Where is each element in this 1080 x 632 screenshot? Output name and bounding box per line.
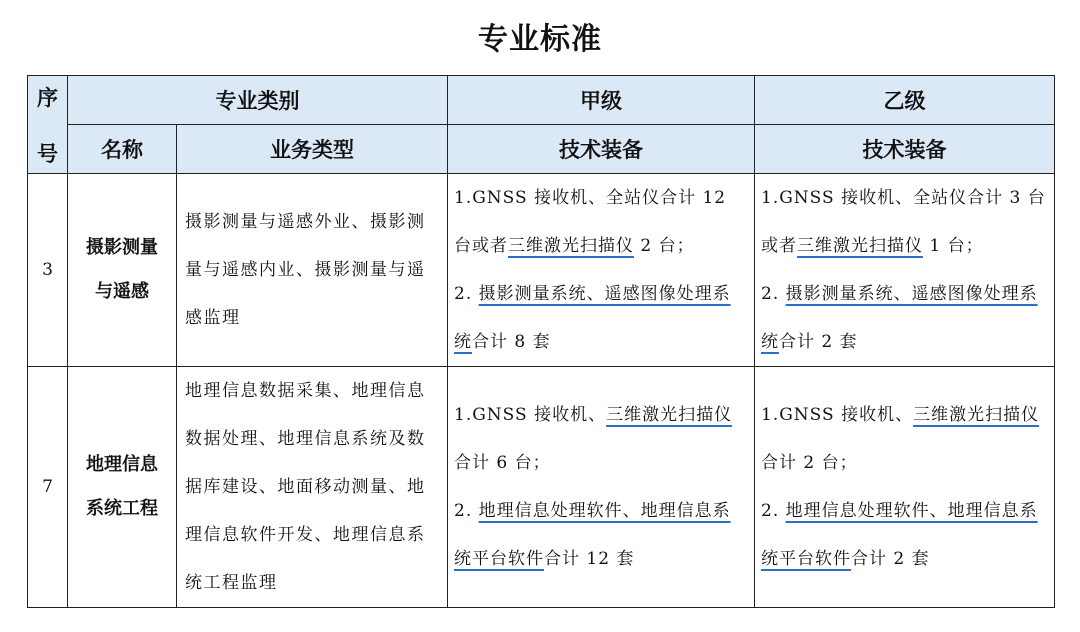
biz-type-header: 业务类型 xyxy=(177,125,448,174)
table-row xyxy=(28,367,1055,608)
equip-link[interactable]: 摄影测量系统、遥感图像处理系统 xyxy=(761,284,1038,352)
header-row-2 xyxy=(28,125,1055,174)
row-equip-a xyxy=(448,174,755,367)
row-seq: 3 xyxy=(28,174,68,367)
equip-b-line2: 2. 摄影测量系统、遥感图像处理系统合计 2 套 xyxy=(761,284,1038,352)
equip-a-line1: 1.GNSS 接收机、全站仪合计 12 台或者三维激光扫描仪 2 台； xyxy=(454,188,727,256)
seq-header-bottom: 号 xyxy=(37,141,58,166)
equip-link[interactable]: 摄影测量系统、遥感图像处理系统 xyxy=(454,284,731,352)
standards-table xyxy=(27,75,1055,608)
row-name-line2: 与遥感 xyxy=(95,281,149,302)
equip-link[interactable]: 地理信息处理软件、地理信息系统平台软件 xyxy=(454,501,731,569)
equip-b-line1: 1.GNSS 接收机、全站仪合计 3 台或者三维激光扫描仪 1 台； xyxy=(761,188,1046,256)
equip-a-line2: 2. 摄影测量系统、遥感图像处理系统合计 8 套 xyxy=(454,284,731,352)
page-title: 专业标准 xyxy=(478,22,602,57)
row-name-line2: 系统工程 xyxy=(86,498,158,519)
equip-a-line2: 2. 地理信息处理软件、地理信息系统平台软件合计 12 套 xyxy=(454,501,731,569)
row-name-line1: 摄影测量 xyxy=(86,237,158,258)
row-equip-b xyxy=(755,367,1055,608)
row-name xyxy=(68,174,177,367)
row-name xyxy=(68,367,177,608)
equip-link[interactable]: 三维激光扫描仪 xyxy=(606,405,733,425)
equip-link[interactable]: 三维激光扫描仪 xyxy=(797,236,923,256)
equip-a-header: 技术装备 xyxy=(448,125,755,174)
equip-b-line1: 1.GNSS 接收机、三维激光扫描仪合计 2 台； xyxy=(761,405,1040,473)
name-header: 名称 xyxy=(68,125,177,174)
grade-b-header: 乙级 xyxy=(755,76,1055,125)
table-row xyxy=(28,174,1055,367)
header-row-1 xyxy=(28,76,1055,125)
row-seq: 7 xyxy=(28,367,68,608)
equip-b-line2: 2. 地理信息处理软件、地理信息系统平台软件合计 2 套 xyxy=(761,501,1038,569)
equip-b-header: 技术装备 xyxy=(755,125,1055,174)
equip-a-line1: 1.GNSS 接收机、三维激光扫描仪合计 6 台； xyxy=(454,405,733,473)
category-header: 专业类别 xyxy=(68,76,448,125)
row-biz-type: 地理信息数据采集、地理信息数据处理、地理信息系统及数据库建设、地面移动测量、地理信息软件开发、地理信息系统工程监理 xyxy=(177,367,448,608)
seq-header xyxy=(28,76,68,174)
seq-header-top: 序 xyxy=(37,85,58,110)
row-biz-type: 摄影测量与遥感外业、摄影测量与遥感内业、摄影测量与遥感监理 xyxy=(177,174,448,367)
equip-link[interactable]: 三维激光扫描仪 xyxy=(913,405,1040,425)
row-equip-b xyxy=(755,174,1055,367)
equip-link[interactable]: 地理信息处理软件、地理信息系统平台软件 xyxy=(761,501,1038,569)
row-equip-a xyxy=(448,367,755,608)
grade-a-header: 甲级 xyxy=(448,76,755,125)
row-name-line1: 地理信息 xyxy=(86,454,158,475)
equip-link[interactable]: 三维激光扫描仪 xyxy=(508,236,634,256)
